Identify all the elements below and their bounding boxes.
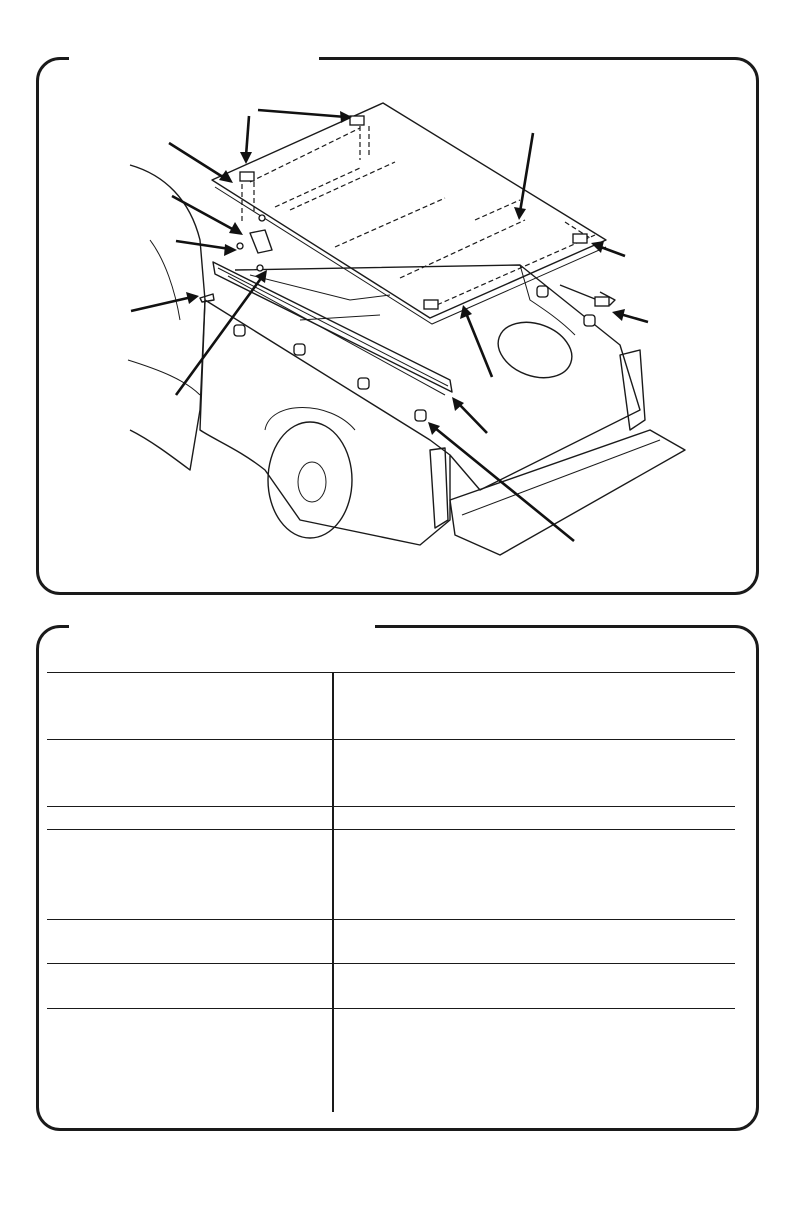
stake-pocket-2 [294, 344, 305, 355]
table-row [47, 1008, 735, 1109]
mount-bracket [250, 230, 272, 253]
spare-tire [490, 313, 579, 388]
rear-wheel [268, 422, 352, 538]
bolt-2 [259, 215, 265, 221]
rear-clamp-left [424, 300, 438, 309]
rear-clamp-right [573, 234, 587, 243]
stake-pocket-1 [234, 325, 245, 336]
bed-floor [235, 265, 640, 490]
front-clamp-left [240, 172, 254, 181]
table-row [47, 963, 735, 1008]
table-column-divider [332, 672, 334, 1112]
parts-table [47, 672, 735, 1109]
stake-pocket-3 [358, 378, 369, 389]
parts-table-panel [36, 625, 759, 1131]
table-row [47, 919, 735, 963]
truck-cab [130, 165, 205, 470]
front-clamp-right [350, 116, 364, 125]
bed-side-panel [200, 300, 450, 545]
stake-pocket-4 [415, 410, 426, 421]
truck-bed-cover-illustration [0, 0, 793, 600]
callout-arrows [131, 110, 648, 541]
table-row [47, 806, 735, 829]
wedge-part [200, 294, 214, 302]
table-row [47, 739, 735, 806]
table-row [47, 672, 735, 739]
bolt-1 [237, 243, 243, 249]
table-title-gap [69, 623, 375, 631]
table-row [47, 829, 735, 919]
stake-pocket-6 [584, 315, 595, 326]
stake-pocket-5 [537, 286, 548, 297]
bolt-3 [257, 265, 263, 271]
